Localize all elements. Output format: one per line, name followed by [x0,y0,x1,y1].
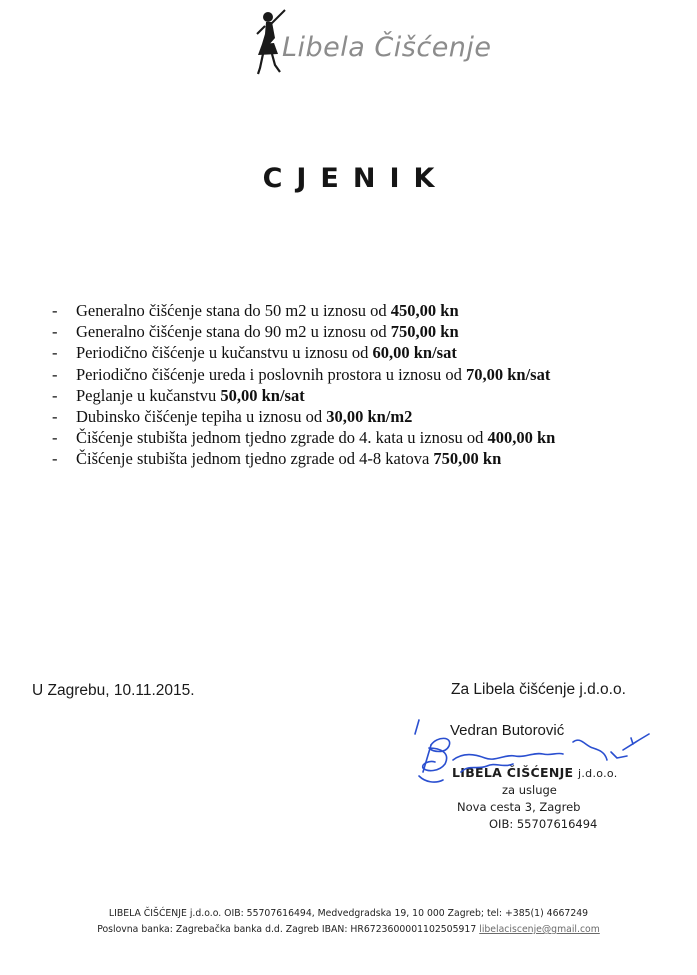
footer-email[interactable]: libelaciscenje@gmail.com [479,924,600,935]
stamp-line: za usluge [502,783,557,797]
price-list-item: - Generalno čišćenje stana do 90 m2 u iznosu od 750,00 kn [52,322,459,342]
service-description: Periodično čišćenje ureda i poslovnih prostora u iznosu od [76,364,466,384]
price-list-item: - Periodično čišćenje u kučanstvu u iznosu od 60,00 kn/sat [52,343,457,363]
service-description: Dubinsko čišćenje tepiha u iznosu od [76,407,327,427]
stamp-line: Nova cesta 3, Zagreb [457,800,581,814]
service-price: 70,00 kn/sat [465,364,551,384]
place-date: U Zagrebu, 10.11.2015. [32,682,195,699]
price-list-item: - Čišćenje stubišta jednom tjedno zgrade do 4. kata u iznosu od 400,00 kn [52,428,556,448]
handwritten-signature [405,712,665,792]
price-list [52,300,555,470]
price-list-item: - Peglanje u kučanstvu 50,00 kn/sat [52,385,305,405]
service-description: Čišćenje stubišta jednom tjedno zgrade od 4-8 katova [76,449,434,469]
page-title: CJENIK [262,163,449,194]
footer-company-line: LIBELA ČIŠĆENJE j.d.o.o. OIB: 55707616494, Medvedgradska 19, 10 000 Zagreb; tel: +385(1) 4667249 [108,908,589,919]
service-description: Periodično čišćenje u kučanstvu u iznosu od [76,343,373,363]
service-price: 750,00 kn [433,449,502,469]
service-price: 30,00 kn/m2 [326,407,413,427]
footer-bank-line: Poslovna banka: Zagrebačka banka d.d. Zagreb IBAN: HR6723600001102505917 libelaciscenje@gmail.com [97,924,600,935]
service-description: Generalno čišćenje stana do 90 m2 u iznosu od [76,322,391,342]
document-footer [0,906,697,938]
service-description: Peglanje u kučanstvu [76,385,221,405]
price-list-item: - Dubinsko čišćenje tepiha u iznosu od 30,00 kn/m2 [52,407,413,427]
service-price: 50,00 kn/sat [220,385,305,405]
signer-name: Vedran Butorović [450,722,565,739]
dancer-silhouette-icon [257,10,285,74]
logo-text: Libela Čišćenje [282,32,492,63]
service-price: 400,00 kn [487,428,556,448]
service-description: Generalno čišćenje stana do 50 m2 u iznosu od [76,301,391,320]
service-price: 750,00 kn [390,322,459,342]
company-for-label: Za Libela čišćenje j.d.o.o. [451,681,626,698]
stamp-company-name: LIBELA ČIŠĆENJE [452,765,574,780]
price-list-item: - Periodično čišćenje ureda i poslovnih prostora u iznosu od 70,00 kn/sat [52,364,551,384]
service-price: 60,00 kn/sat [372,343,457,363]
stamp-oib: OIB: 55707616494 [489,817,598,831]
price-list-item: - Generalno čišćenje stana do 50 m2 u iznosu od 450,00 kn [52,301,459,320]
stamp-company-suffix: j.d.o.o. [578,767,618,780]
service-description: Čišćenje stubišta jednom tjedno zgrade do 4. kata u iznosu od [76,428,488,448]
price-list-item: - Čišćenje stubišta jednom tjedno zgrade od 4-8 katova 750,00 kn [52,449,502,469]
service-price: 450,00 kn [390,301,459,320]
